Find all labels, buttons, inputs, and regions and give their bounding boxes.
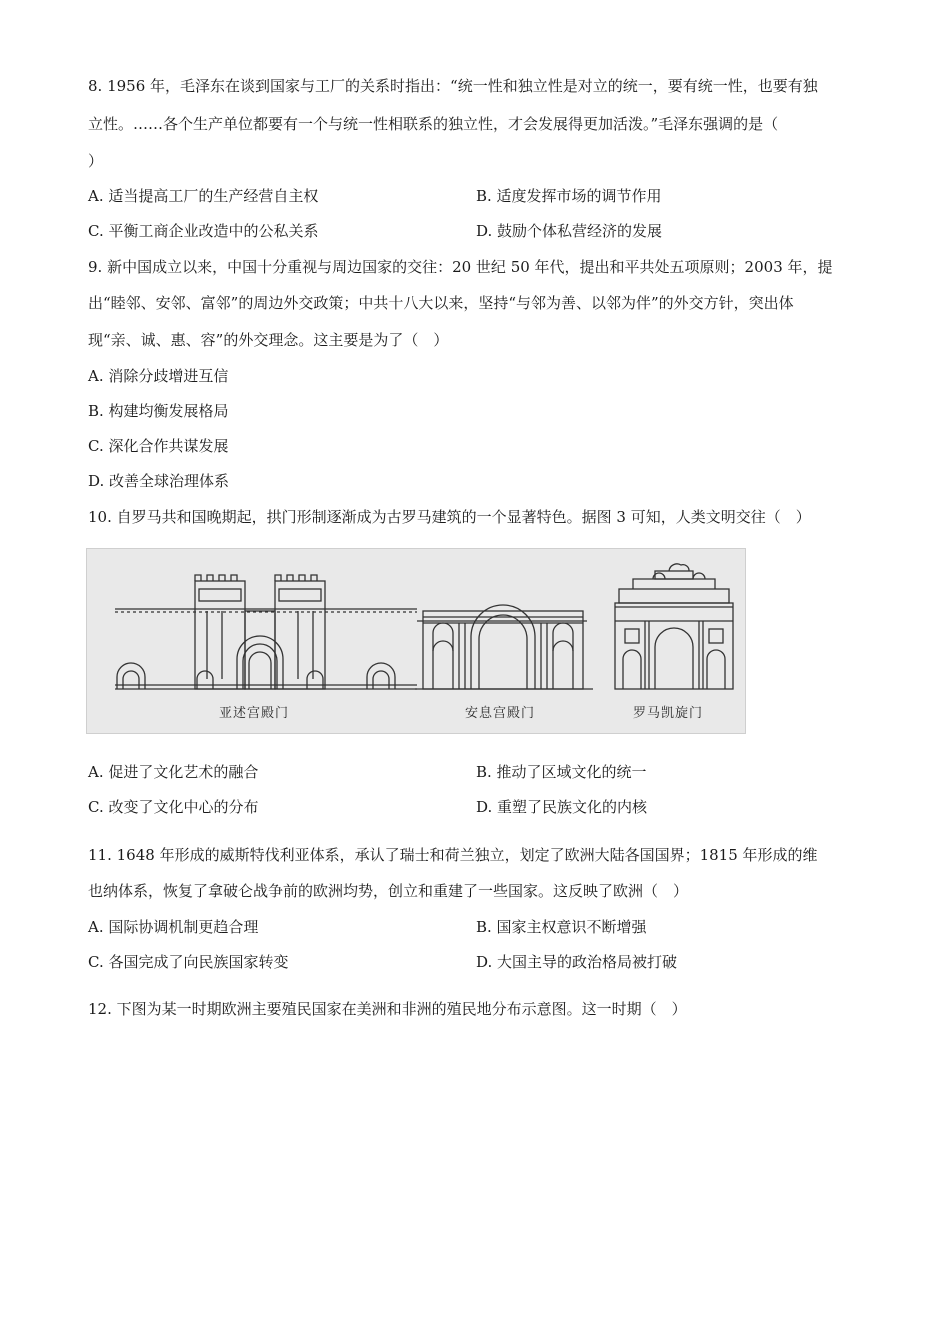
- q10-option-d[interactable]: D. 重塑了民族文化的内核: [476, 798, 648, 816]
- q11-option-a[interactable]: A. 国际协调机制更趋合理: [88, 918, 259, 936]
- q9-stem-line2: 出“睦邻、安邻、富邻”的周边外交政策；中共十八大以来，坚持“与邻为善、以邻为伴”的外交方针，突出体: [88, 294, 794, 312]
- q10-stem-line1: 10. 自罗马共和国晚期起，拱门形制逐渐成为古罗马建筑的一个显著特色。据图 3 可知，人类文明交往（ ）: [88, 508, 811, 526]
- q9-option-b[interactable]: B. 构建均衡发展格局: [88, 402, 229, 420]
- q11-stem-line2: 也纳体系，恢复了拿破仑战争前的欧洲均势，创立和重建了一些国家。这反映了欧洲（ ）: [88, 882, 689, 900]
- q12-stem-line1: 12. 下图为某一时期欧洲主要殖民国家在美洲和非洲的殖民地分布示意图。这一时期（ ）: [88, 1000, 687, 1018]
- assyrian-gate-drawing: [115, 575, 417, 689]
- q8-option-c[interactable]: C. 平衡工商企业改造中的公私关系: [88, 222, 319, 240]
- caption-parthian-gate: 安息宫殿门: [465, 706, 536, 721]
- q11-stem-line1: 11. 1648 年形成的威斯特伐利亚体系，承认了瑞士和荷兰独立，划定了欧洲大陆各国国界；1815 年形成的维: [88, 846, 818, 864]
- q8-stem-line1: 8. 1956 年，毛泽东在谈到国家与工厂的关系时指出：“统一性和独立性是对立的统一，要有统一性，也要有独: [88, 77, 818, 95]
- q11-option-d[interactable]: D. 大国主导的政治格局被打破: [476, 953, 678, 971]
- q8-option-b[interactable]: B. 适度发挥市场的调节作用: [476, 187, 662, 205]
- q10-figure-gates: [86, 548, 746, 734]
- roman-arch-drawing: [615, 564, 733, 689]
- q8-option-a[interactable]: A. 适当提高工厂的生产经营自主权: [88, 187, 319, 205]
- q9-stem-line3: 现“亲、诚、惠、容”的外交理念。这主要是为了（ ）: [88, 331, 449, 349]
- caption-assyrian-gate: 亚述宫殿门: [219, 706, 290, 721]
- q9-option-a[interactable]: A. 消除分歧增进互信: [88, 367, 229, 385]
- q9-option-d[interactable]: D. 改善全球治理体系: [88, 472, 230, 490]
- parthian-gate-drawing: [415, 605, 593, 689]
- caption-roman-arch: 罗马凯旋门: [633, 706, 704, 721]
- q8-stem-line2: 立性。……各个生产单位都要有一个与统一性相联系的独立性，才会发展得更加活泼。”毛泽东强调的是（: [88, 115, 779, 133]
- q11-option-b[interactable]: B. 国家主权意识不断增强: [476, 918, 647, 936]
- q11-option-c[interactable]: C. 各国完成了向民族国家转变: [88, 953, 289, 971]
- q8-option-d[interactable]: D. 鼓励个体私营经济的发展: [476, 222, 663, 240]
- q9-stem-line1: 9. 新中国成立以来，中国十分重视与周边国家的交往：20 世纪 50 年代，提出和平共处五项原则；2003 年，提: [88, 258, 833, 276]
- q9-option-c[interactable]: C. 深化合作共谋发展: [88, 437, 229, 455]
- q10-option-c[interactable]: C. 改变了文化中心的分布: [88, 798, 259, 816]
- q10-option-b[interactable]: B. 推动了区域文化的统一: [476, 763, 647, 781]
- q8-stem-line3: ）: [88, 152, 104, 170]
- q10-option-a[interactable]: A. 促进了文化艺术的融合: [88, 763, 259, 781]
